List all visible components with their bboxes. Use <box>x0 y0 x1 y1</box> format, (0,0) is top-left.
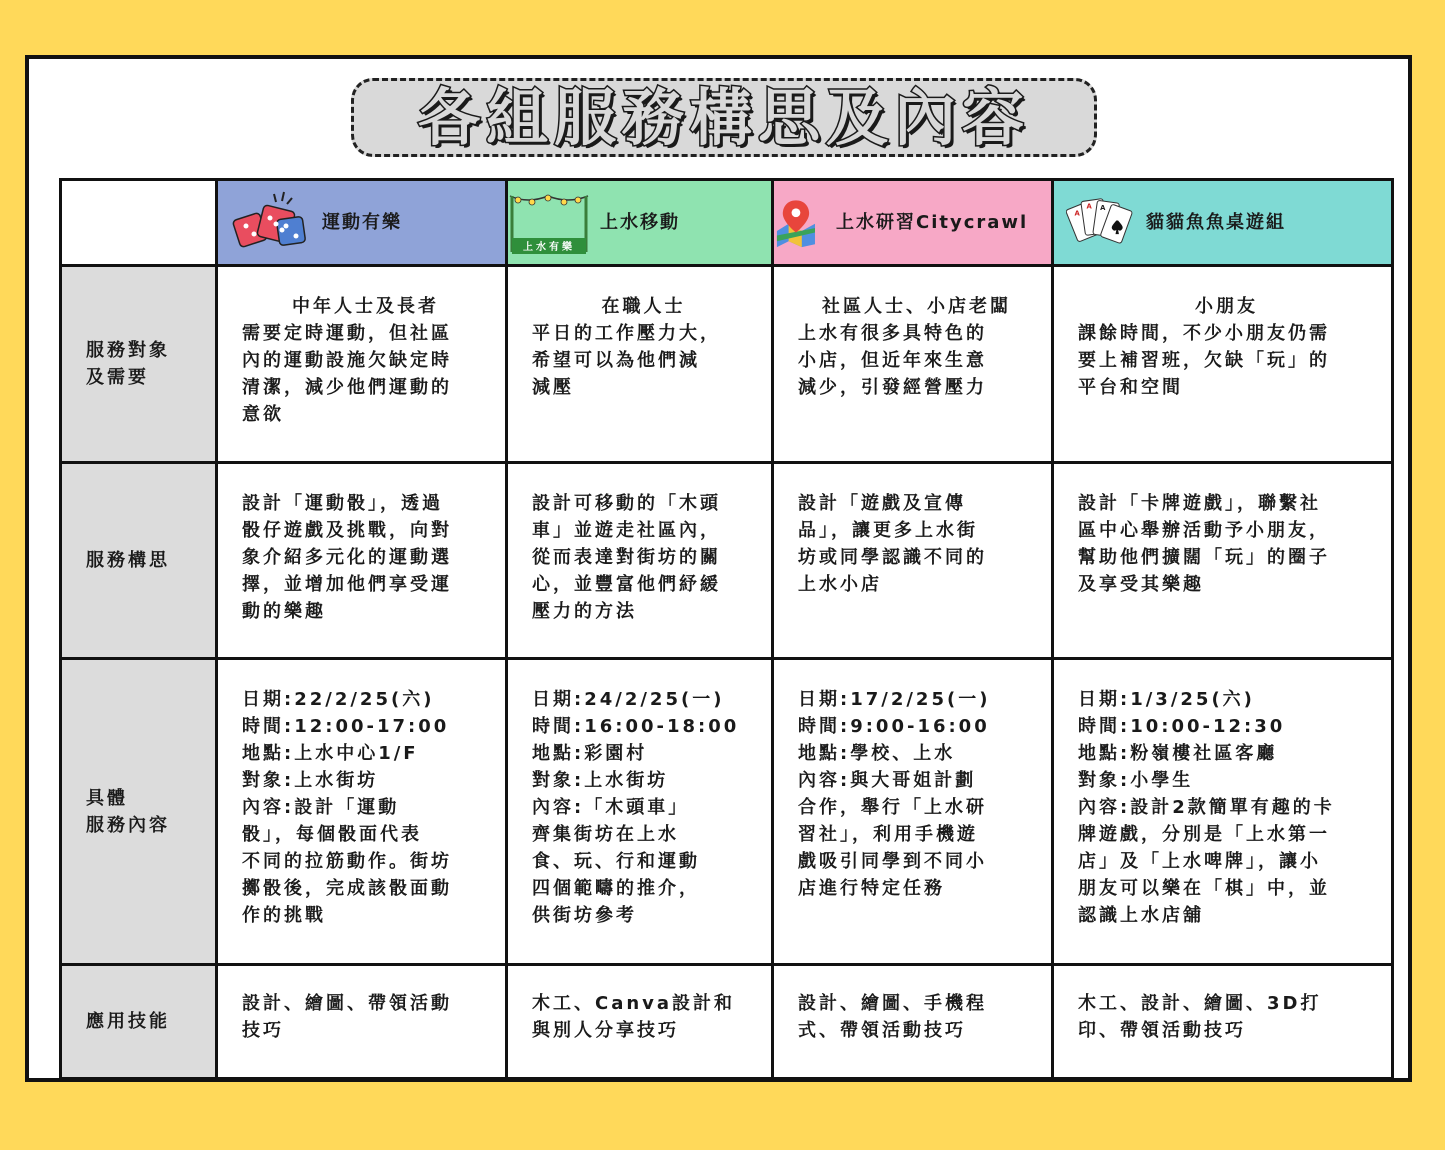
table-cell <box>217 659 507 965</box>
title-banner <box>351 78 1097 157</box>
cell-line: 時間:10:00-12:30 <box>1078 716 1286 737</box>
table-cell <box>217 463 507 659</box>
cell-line: 課餘時間，不少小朋友仍需 <box>1078 323 1330 344</box>
cell-heading: 中年人士及長者 <box>292 296 439 317</box>
cell-line: 日期:24/2/25(一) <box>532 689 725 710</box>
cell-line: 地點:粉嶺樓社區客廳 <box>1078 743 1278 764</box>
cell-line: 技巧 <box>242 1020 284 1041</box>
cell-line: 擲骰後，完成該骰面動 <box>242 878 452 899</box>
cell-line: 設計「卡牌遊戲」，聯繫社 <box>1078 493 1321 514</box>
cell-line: 內容:與大哥姐計劃 <box>798 770 977 791</box>
cell-line: 四個範疇的推介， <box>532 878 700 899</box>
cell-line: 對象:上水街坊 <box>532 770 669 791</box>
cell-line: 上水有很多具特色的 <box>798 323 987 344</box>
column-header-mobile <box>507 180 773 266</box>
table-cell <box>217 266 507 463</box>
cell-line: 骰」，每個骰面代表 <box>242 824 422 845</box>
cell-line: 內容:「木頭車」 <box>532 797 690 818</box>
cell-line: 時間:9:00-16:00 <box>798 716 990 737</box>
cell-heading: 社區人士、小店老闆 <box>822 296 1011 317</box>
stall-sign-text: 上水有樂 <box>523 241 575 253</box>
cell-line: 時間:12:00-17:00 <box>242 716 450 737</box>
table-cell <box>773 965 1053 1079</box>
cell-line: 合作，舉行「上水研 <box>798 797 987 818</box>
cell-line: 壓力的方法 <box>532 601 637 622</box>
cell-line: 需要定時運動，但社區 <box>242 323 452 344</box>
cell-line: 幫助他們擴闊「玩」的圈子 <box>1078 547 1330 568</box>
cell-line: 不同的拉筋動作。街坊 <box>242 851 452 872</box>
cell-line: 店」及「上水啤牌」，讓小 <box>1078 851 1321 872</box>
cell-line: 地點:上水中心1/F <box>242 743 419 764</box>
svg-text:A: A <box>1074 208 1083 217</box>
table-cell <box>1053 266 1393 463</box>
table-cell <box>1053 659 1393 965</box>
cell-line: 希望可以為他們減 <box>532 350 700 371</box>
cell-line: 店進行特定任務 <box>798 878 945 899</box>
map-pin-icon <box>774 190 834 256</box>
row-targets <box>61 266 1393 463</box>
header-row <box>61 180 1393 266</box>
page-title: 各組服務構思及內容 <box>417 80 1030 154</box>
cell-line: 從而表達對街坊的關 <box>532 547 721 568</box>
cell-line: 作的挑戰 <box>242 905 326 926</box>
row-label <box>61 965 217 1079</box>
cell-line: 區中心舉辦活動予小朋友， <box>1078 520 1330 541</box>
svg-text:A: A <box>1086 201 1095 210</box>
table-cell <box>773 659 1053 965</box>
column-title: 貓貓魚魚桌遊組 <box>1146 212 1286 233</box>
cell-line: 設計、繪圖、手機程 <box>798 993 987 1014</box>
cell-line: 心，並豐富他們紓緩 <box>532 574 721 595</box>
cell-line: 擇，並增加他們享受運 <box>242 574 452 595</box>
cell-line: 木工、設計、繪圖、3D打 <box>1078 993 1322 1014</box>
cell-line: 食、玩、行和運動 <box>532 851 700 872</box>
cell-line: 設計、繪圖、帶領活動 <box>242 993 452 1014</box>
row-label <box>61 266 217 463</box>
services-table <box>59 178 1394 1080</box>
cell-line: 認識上水店舖 <box>1078 905 1204 926</box>
cell-line: 設計可移動的「木頭 <box>532 493 721 514</box>
row-concept <box>61 463 1393 659</box>
playing-cards-icon <box>1066 190 1136 256</box>
column-title: 上水移動 <box>600 212 680 233</box>
table-cell <box>507 965 773 1079</box>
row-label <box>61 659 217 965</box>
cell-line: 動的樂趣 <box>242 601 326 622</box>
cell-line: 內容:設計「運動 <box>242 797 400 818</box>
cell-line: 清潔，減少他們運動的 <box>242 377 452 398</box>
cell-line: 減少，引發經營壓力 <box>798 377 987 398</box>
cell-line: 習社」，利用手機遊 <box>798 824 978 845</box>
cell-line: 上水小店 <box>798 574 882 595</box>
cell-line: 品」，讓更多上水街 <box>798 520 978 541</box>
cell-line: 設計「運動骰」，透過 <box>242 493 443 514</box>
column-title: 運動有樂 <box>322 212 402 233</box>
cell-line: 供街坊參考 <box>532 905 637 926</box>
table-cell <box>1053 965 1393 1079</box>
cell-line: 牌遊戲，分別是「上水第一 <box>1078 824 1330 845</box>
row-label-line: 應用技能 <box>86 1011 170 1032</box>
cell-line: 式、帶領活動技巧 <box>798 1020 966 1041</box>
table-cell <box>1053 463 1393 659</box>
cell-line: 時間:16:00-18:00 <box>532 716 740 737</box>
dice-icon <box>230 190 312 256</box>
stall-icon <box>508 190 590 256</box>
row-details <box>61 659 1393 965</box>
cell-heading: 小朋友 <box>1195 296 1258 317</box>
column-title: 上水研習Citycrawl <box>836 212 1029 233</box>
cell-line: 骰仔遊戲及挑戰，向對 <box>242 520 452 541</box>
row-label-line: 具體 <box>86 787 128 809</box>
cell-line: 日期:17/2/25(一) <box>798 689 991 710</box>
corner-cell <box>61 180 217 266</box>
cell-line: 日期:1/3/25(六) <box>1078 689 1255 710</box>
cell-line: 象介紹多元化的運動選 <box>242 547 452 568</box>
table-cell <box>773 463 1053 659</box>
cell-line: 對象:小學生 <box>1078 770 1194 791</box>
svg-text:A: A <box>1100 203 1108 212</box>
table-cell <box>507 266 773 463</box>
cell-line: 設計「遊戲及宣傳 <box>798 493 966 514</box>
cell-line: 平日的工作壓力大， <box>532 323 721 344</box>
row-label-line: 及需要 <box>86 367 149 388</box>
poster-card <box>25 55 1412 1082</box>
row-label <box>61 463 217 659</box>
cell-line: 與別人分享技巧 <box>532 1020 679 1041</box>
cell-line: 平台和空間 <box>1078 377 1183 398</box>
column-header-sports <box>217 180 507 266</box>
row-label-line: 服務構思 <box>86 550 170 571</box>
cell-line: 車」並遊走社區內， <box>532 520 721 541</box>
cell-line: 印、帶領活動技巧 <box>1078 1020 1246 1041</box>
cell-line: 木工、Canva設計和 <box>532 993 736 1014</box>
cell-line: 坊或同學認識不同的 <box>798 547 987 568</box>
table-cell <box>507 463 773 659</box>
column-header-citycrawl <box>773 180 1053 266</box>
cell-line: 戲吸引同學到不同小 <box>798 851 987 872</box>
cell-line: 朋友可以樂在「棋」中，並 <box>1078 878 1330 899</box>
cell-line: 內容:設計2款簡單有趣的卡 <box>1078 797 1335 818</box>
table-cell <box>507 659 773 965</box>
cell-line: 及享受其樂趣 <box>1078 574 1204 595</box>
cell-line: 內的運動設施欠缺定時 <box>242 350 452 371</box>
cell-line: 小店，但近年來生意 <box>798 350 987 371</box>
cell-line: 地點:學校、上水 <box>798 743 956 764</box>
row-label-line: 服務對象 <box>86 340 170 361</box>
cell-line: 齊集街坊在上水 <box>532 824 679 845</box>
cell-line: 對象:上水街坊 <box>242 770 379 791</box>
cell-heading: 在職人士 <box>601 296 686 317</box>
row-skills <box>61 965 1393 1079</box>
cell-line: 日期:22/2/25(六) <box>242 689 435 710</box>
column-header-boardgame <box>1053 180 1393 266</box>
table-cell <box>217 965 507 1079</box>
cell-line: 地點:彩園村 <box>532 743 648 764</box>
cell-line: 減壓 <box>532 377 574 398</box>
cell-line: 要上補習班，欠缺「玩」的 <box>1078 350 1330 371</box>
table-cell <box>773 266 1053 463</box>
cell-line: 意欲 <box>242 404 284 425</box>
row-label-line: 服務內容 <box>86 814 170 836</box>
